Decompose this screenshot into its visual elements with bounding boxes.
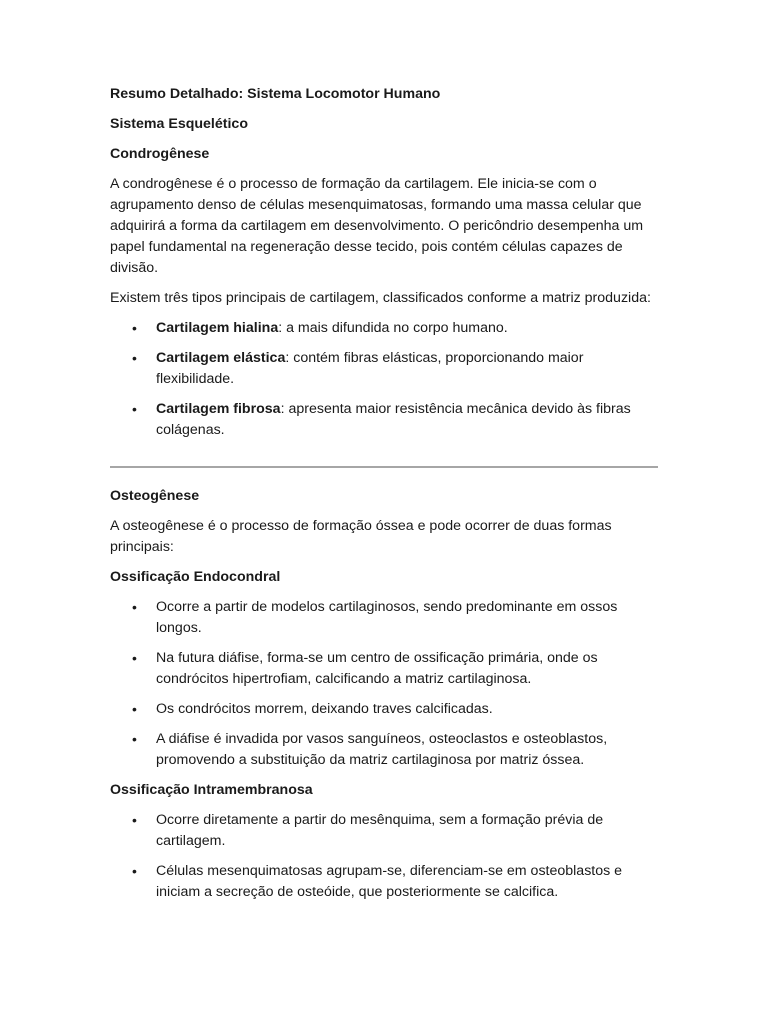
cartilage-types-list [110,318,658,441]
list-item [110,729,658,771]
term-label: Cartilagem hialina [156,320,279,336]
list-item [110,699,658,720]
osteogenese-heading: Osteogênese [110,488,200,504]
bullet-icon: • [132,812,137,828]
list-item-text: Células mesenquimatosas agrupam-se, diferenciam-se em osteoblastos e iniciam a secreção de osteóide, que posteriormente se calcifica. [156,863,623,900]
list-item [110,810,658,852]
bullet-icon: • [132,350,137,366]
bullet-icon: • [132,863,137,879]
term-label: Cartilagem elástica [156,350,286,366]
list-item-text: A diáfise é invadida por vasos sanguíneos, osteoclastos e osteoblastos, promovendo a substituição da matriz cartilaginosa por matriz óssea. [156,731,608,768]
horizontal-divider [110,466,658,468]
list-item [110,318,658,339]
bullet-icon: • [132,599,137,615]
endocondral-heading: Ossificação Endocondral [110,569,281,585]
section-heading: Sistema Esquelético [110,116,248,132]
endocondral-list [110,597,658,771]
intramembranosa-list [110,810,658,903]
list-item [110,399,658,441]
list-item [110,648,658,690]
bullet-icon: • [132,650,137,666]
cartilage-types-intro: Existem três tipos principais de cartilagem, classificados conforme a matriz produzida: [110,290,651,306]
term-description: : contém fibras elásticas, proporcionando maior flexibilidade. [156,350,584,387]
term-description: : apresenta maior resistência mecânica devido às fibras colágenas. [156,401,631,438]
term-label: Cartilagem fibrosa [156,401,281,417]
document-title: Resumo Detalhado: Sistema Locomotor Humano [110,86,441,102]
list-item-text: Os condrócitos morrem, deixando traves calcificadas. [156,701,493,717]
condrogenese-paragraph: A condrogênese é o processo de formação da cartilagem. Ele inicia-se com o agrupamento denso de células mesenquimatosas, formando uma massa celular que adquirirá a forma da cartilagem em desenvolvimento. O pericôndrio desempenha um papel fundamental na regeneração desse tecido, pois contém células capazes de divisão. [110,176,644,276]
osteogenese-paragraph: A osteogênese é o processo de formação óssea e pode ocorrer de duas formas principais: [110,518,612,555]
bullet-icon: • [132,701,137,717]
list-item-text: Ocorre diretamente a partir do mesênquima, sem a formação prévia de cartilagem. [156,812,604,849]
list-item [110,597,658,639]
document-page [110,84,658,912]
list-item-text: Ocorre a partir de modelos cartilaginosos, sendo predominante em ossos longos. [156,599,618,636]
bullet-icon: • [132,731,137,747]
list-item [110,348,658,390]
condrogenese-heading: Condrogênese [110,146,210,162]
bullet-icon: • [132,320,137,336]
bullet-icon: • [132,401,137,417]
intramembranosa-heading: Ossificação Intramembranosa [110,782,313,798]
term-description: : a mais difundida no corpo humano. [278,320,508,336]
list-item [110,861,658,903]
list-item-text: Na futura diáfise, forma-se um centro de ossificação primária, onde os condrócitos hipertrofiam, calcificando a matriz cartilaginosa. [156,650,598,687]
